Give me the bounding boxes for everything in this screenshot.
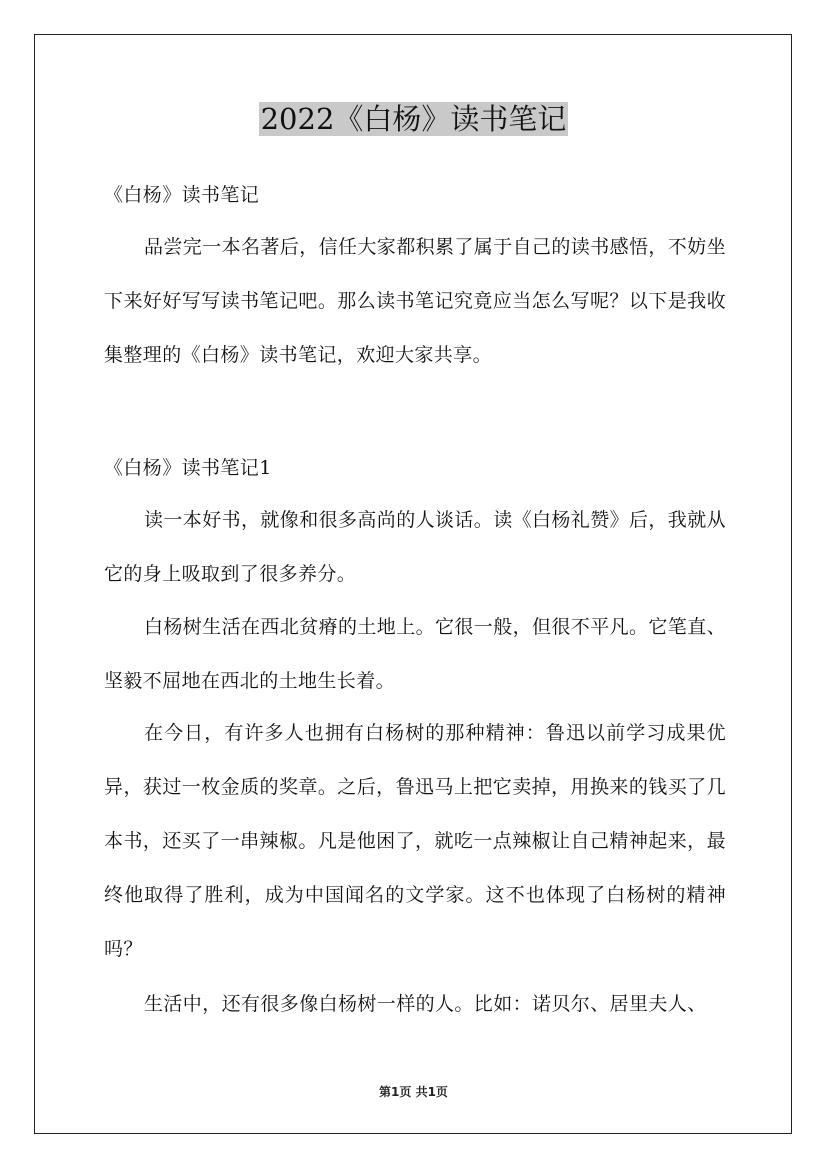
body-paragraph-4: 生活中，还有很多像白杨树一样的人。比如：诺贝尔、居里夫人、 xyxy=(144,993,707,1015)
body-paragraph-1: 读一本好书，就像和很多高尚的人谈话。读《白杨礼赞》后，我就从它的身上吸取到了很多养分。 xyxy=(104,509,727,585)
document-title xyxy=(0,98,827,140)
document-title-text: 2022《白杨》读书笔记 xyxy=(260,102,567,136)
section-heading-1: 《白杨》读书笔记1 xyxy=(104,457,272,479)
intro-paragraph: 品尝完一本名著后，信任大家都积累了属于自己的读书感悟，不妨坐下来好好写写读书笔记吧。那么读书笔记究竟应当怎么写呢？以下是我收集整理的《白杨》读书笔记，欢迎大家共享。 xyxy=(104,236,727,366)
page-footer: 第1页 共1页 xyxy=(379,1085,448,1099)
body-paragraph-2: 白杨树生活在西北贫瘠的土地上。它很一般，但很不平凡。它笔直、坚毅不屈地在西北的土地生长着。 xyxy=(104,616,727,692)
intro-heading: 《白杨》读书笔记 xyxy=(104,184,260,206)
body-paragraph-3: 在今日，有许多人也拥有白杨树的那种精神：鲁迅以前学习成果优异，获过一枚金质的奖章。之后，鲁迅马上把它卖掉，用换来的钱买了几本书，还买了一串辣椒。凡是他困了，就吃一点辣椒让自己精神起来，最终他取得了胜利，成为中国闻名的文学家。这不也体现了白杨树的精神吗？ xyxy=(104,722,726,960)
